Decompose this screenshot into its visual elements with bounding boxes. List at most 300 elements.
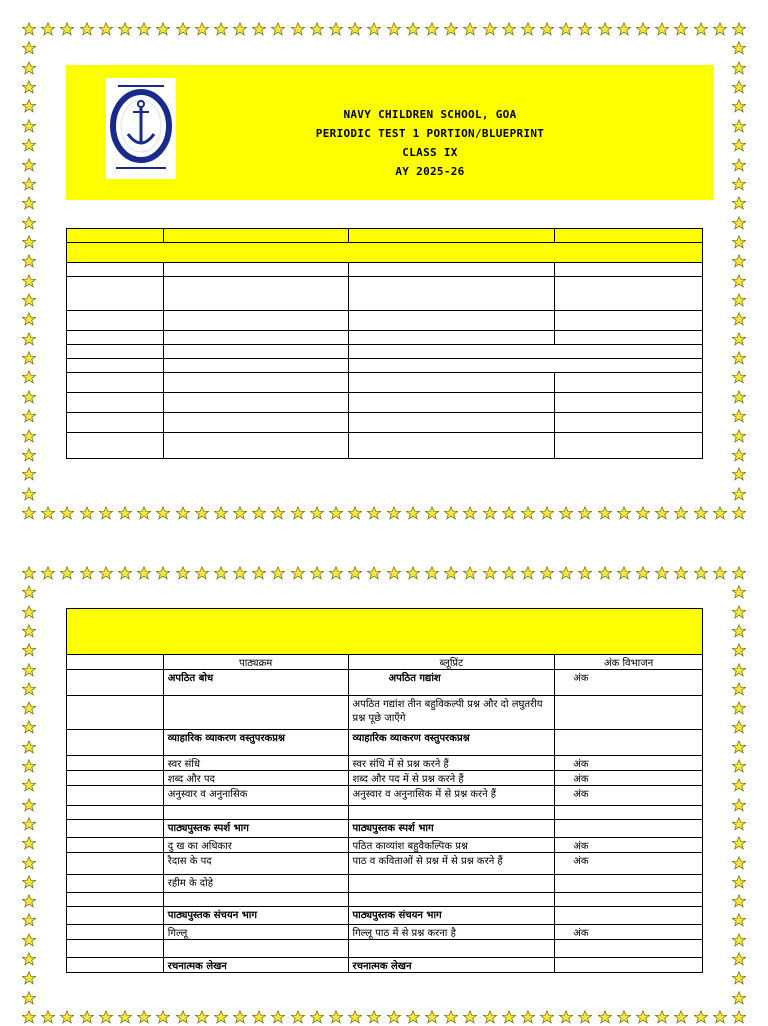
- star-icon: [598, 1010, 612, 1024]
- star-icon: [674, 1010, 688, 1024]
- star-icon: [713, 506, 727, 520]
- star-icon: [22, 952, 36, 966]
- table-row: [67, 907, 703, 925]
- marks-cell: अंक: [555, 670, 703, 696]
- star-icon: [732, 836, 746, 850]
- star-icon: [694, 566, 708, 580]
- blueprint-cell: अनुस्वार व अनुनासिक में से प्रश्न करने हैं: [348, 786, 555, 806]
- star-icon: [22, 138, 36, 152]
- star-icon: [80, 506, 94, 520]
- row-spacer-cell: [67, 820, 164, 838]
- star-icon: [732, 566, 746, 580]
- syllabus-cell: [163, 806, 348, 820]
- star-icon: [22, 798, 36, 812]
- syllabus-cell: पाठ्यपुस्तक संचयन भाग: [163, 907, 348, 925]
- star-icon: [367, 566, 381, 580]
- star-icon: [195, 566, 209, 580]
- blueprint-cell: अपठित गद्यांश: [348, 670, 555, 696]
- syllabus-cell: [163, 940, 348, 958]
- star-icon: [732, 778, 746, 792]
- star-icon: [156, 1010, 170, 1024]
- star-icon: [22, 894, 36, 908]
- star-icon: [271, 506, 285, 520]
- star-icon: [252, 22, 266, 36]
- star-icon: [41, 22, 55, 36]
- table-row: [67, 806, 703, 820]
- row-spacer-cell: [67, 838, 164, 853]
- star-icon: [540, 22, 554, 36]
- blueprint-cell: पठित काव्यांश बहुवैकल्पिक प्रश्न: [348, 838, 555, 853]
- star-icon: [22, 991, 36, 1005]
- star-icon: [732, 913, 746, 927]
- star-icon: [732, 720, 746, 734]
- star-icon: [674, 506, 688, 520]
- star-icon: [22, 448, 36, 462]
- star-icon: [425, 506, 439, 520]
- star-icon: [118, 506, 132, 520]
- blueprint-cell: गिल्लू पाठ में से प्रश्न करना है: [348, 925, 555, 940]
- star-icon: [118, 22, 132, 36]
- star-icon: [732, 390, 746, 404]
- star-icon: [233, 1010, 247, 1024]
- star-icon: [521, 1010, 535, 1024]
- blueprint-cell: अपठित गद्यांश तीन बहुविकल्पी प्रश्न और दो लघुतरीय प्रश्न पूछे जाएँगे: [348, 696, 555, 730]
- star-icon: [732, 605, 746, 619]
- star-icon: [348, 506, 362, 520]
- star-icon: [559, 1010, 573, 1024]
- marks-cell: अंक: [555, 756, 703, 771]
- star-icon: [22, 740, 36, 754]
- star-icon: [483, 566, 497, 580]
- star-icon: [99, 1010, 113, 1024]
- star-icon: [22, 99, 36, 113]
- blank-blueprint-table: [66, 228, 703, 459]
- star-icon: [22, 390, 36, 404]
- star-icon: [22, 585, 36, 599]
- header-marks: अंक विभाजन: [555, 655, 703, 670]
- table-row: [67, 359, 703, 373]
- syllabus-cell: [163, 696, 348, 730]
- star-icon: [598, 506, 612, 520]
- star-icon: [156, 22, 170, 36]
- star-icon: [732, 952, 746, 966]
- star-icon: [41, 566, 55, 580]
- star-icon: [617, 506, 631, 520]
- table-row: [67, 229, 703, 243]
- star-icon: [22, 254, 36, 268]
- syllabus-cell: दु ख का अधिकार: [163, 838, 348, 853]
- star-icon: [60, 506, 74, 520]
- star-icon: [559, 566, 573, 580]
- star-icon: [22, 177, 36, 191]
- star-icon: [176, 566, 190, 580]
- row-spacer-cell: [67, 670, 164, 696]
- star-icon: [22, 663, 36, 677]
- row-spacer-cell: [67, 696, 164, 730]
- star-icon: [22, 370, 36, 384]
- marks-cell: [555, 730, 703, 756]
- table-title-row: [67, 609, 703, 655]
- star-icon: [732, 99, 746, 113]
- star-icon: [99, 566, 113, 580]
- star-icon: [22, 682, 36, 696]
- table-row: [67, 875, 703, 893]
- star-icon: [578, 506, 592, 520]
- row-spacer-cell: [67, 893, 164, 907]
- star-icon: [732, 61, 746, 75]
- star-icon: [732, 448, 746, 462]
- table-row: [67, 670, 703, 696]
- star-icon: [310, 506, 324, 520]
- star-icon: [732, 701, 746, 715]
- star-icon: [578, 22, 592, 36]
- star-icon: [578, 566, 592, 580]
- star-icon: [329, 506, 343, 520]
- star-icon: [118, 1010, 132, 1024]
- star-icon: [156, 566, 170, 580]
- blueprint-cell: शब्द और पद में से प्रश्न करने हैं: [348, 771, 555, 786]
- class-label: CLASS IX: [402, 146, 458, 159]
- table-row: [67, 345, 703, 359]
- star-icon: [655, 566, 669, 580]
- table-row: [67, 696, 703, 730]
- star-icon: [348, 22, 362, 36]
- star-icon: [732, 274, 746, 288]
- table-row: [67, 958, 703, 973]
- blueprint-cell: स्वर संधि में से प्रश्न करने हैं: [348, 756, 555, 771]
- star-icon: [636, 566, 650, 580]
- table-row: [67, 373, 703, 393]
- star-icon: [80, 1010, 94, 1024]
- star-icon: [233, 22, 247, 36]
- marks-cell: [555, 820, 703, 838]
- star-icon: [291, 506, 305, 520]
- star-icon: [732, 585, 746, 599]
- star-icon: [732, 643, 746, 657]
- syllabus-cell: अनुस्वार व अनुनासिक: [163, 786, 348, 806]
- syllabus-cell: रचनात्मक लेखन: [163, 958, 348, 973]
- star-icon: [329, 22, 343, 36]
- marks-cell: [555, 907, 703, 925]
- header-blueprint: ब्लूप्रिंट: [348, 655, 555, 670]
- row-spacer-cell: [67, 958, 164, 973]
- star-icon: [463, 506, 477, 520]
- star-icon: [22, 605, 36, 619]
- star-icon: [156, 506, 170, 520]
- star-icon: [732, 351, 746, 365]
- star-icon: [348, 1010, 362, 1024]
- blueprint-cell: रचनात्मक लेखन: [348, 958, 555, 973]
- table-row: [67, 263, 703, 277]
- star-icon: [732, 216, 746, 230]
- star-icon: [214, 1010, 228, 1024]
- row-spacer-cell: [67, 756, 164, 771]
- star-icon: [732, 682, 746, 696]
- star-icon: [674, 566, 688, 580]
- marks-cell: [555, 875, 703, 893]
- marks-cell: अंक: [555, 771, 703, 786]
- row-spacer-cell: [67, 925, 164, 940]
- star-icon: [732, 740, 746, 754]
- star-icon: [137, 1010, 151, 1024]
- marks-cell: [555, 696, 703, 730]
- star-icon: [195, 22, 209, 36]
- star-icon: [655, 22, 669, 36]
- star-icon: [406, 506, 420, 520]
- star-icon: [694, 22, 708, 36]
- star-icon: [137, 506, 151, 520]
- star-icon: [195, 506, 209, 520]
- star-icon: [22, 836, 36, 850]
- star-icon: [329, 566, 343, 580]
- star-icon: [22, 196, 36, 210]
- table-row: [67, 393, 703, 413]
- star-icon: [22, 875, 36, 889]
- star-icon: [22, 701, 36, 715]
- table-row: [67, 771, 703, 786]
- star-icon: [732, 409, 746, 423]
- star-icon: [348, 566, 362, 580]
- star-icon: [22, 506, 36, 520]
- table-row: [67, 925, 703, 940]
- star-icon: [22, 429, 36, 443]
- star-icon: [732, 856, 746, 870]
- star-icon: [732, 487, 746, 501]
- star-icon: [22, 61, 36, 75]
- star-icon: [387, 566, 401, 580]
- star-icon: [291, 1010, 305, 1024]
- star-icon: [732, 933, 746, 947]
- star-icon: [463, 566, 477, 580]
- star-icon: [444, 1010, 458, 1024]
- marks-cell: अंक: [555, 786, 703, 806]
- table-row: [67, 433, 703, 459]
- star-icon: [713, 566, 727, 580]
- star-icon: [137, 566, 151, 580]
- star-icon: [271, 1010, 285, 1024]
- star-icon: [732, 1010, 746, 1024]
- star-icon: [559, 22, 573, 36]
- star-icon: [41, 1010, 55, 1024]
- row-spacer-cell: [67, 940, 164, 958]
- table-row: [67, 413, 703, 433]
- star-icon: [137, 22, 151, 36]
- star-icon: [329, 1010, 343, 1024]
- star-icon: [732, 370, 746, 384]
- star-icon: [41, 506, 55, 520]
- star-icon: [540, 506, 554, 520]
- table-row: [67, 893, 703, 907]
- star-icon: [271, 22, 285, 36]
- star-icon: [22, 41, 36, 55]
- star-icon: [60, 1010, 74, 1024]
- star-icon: [22, 119, 36, 133]
- header-banner: [66, 65, 714, 200]
- star-icon: [22, 643, 36, 657]
- star-icon: [732, 235, 746, 249]
- star-icon: [22, 487, 36, 501]
- syllabus-cell: गिल्लू: [163, 925, 348, 940]
- row-spacer-cell: [67, 730, 164, 756]
- star-icon: [406, 1010, 420, 1024]
- star-icon: [732, 759, 746, 773]
- marks-cell: अंक: [555, 838, 703, 853]
- syllabus-cell: रैदास के पद: [163, 853, 348, 875]
- star-icon: [463, 1010, 477, 1024]
- syllabus-cell: रहीम के दोहे: [163, 875, 348, 893]
- star-icon: [483, 1010, 497, 1024]
- star-icon: [655, 506, 669, 520]
- star-icon: [387, 506, 401, 520]
- star-icon: [22, 312, 36, 326]
- star-icon: [732, 798, 746, 812]
- star-icon: [22, 274, 36, 288]
- star-icon: [444, 566, 458, 580]
- star-icon: [713, 22, 727, 36]
- blueprint-cell: पाठ्यपुस्तक संचयन भाग: [348, 907, 555, 925]
- star-icon: [732, 332, 746, 346]
- star-icon: [176, 506, 190, 520]
- star-icon: [22, 158, 36, 172]
- star-icon: [367, 1010, 381, 1024]
- table-row: [67, 940, 703, 958]
- star-icon: [22, 332, 36, 346]
- star-icon: [559, 506, 573, 520]
- row-spacer-cell: [67, 853, 164, 875]
- star-icon: [99, 22, 113, 36]
- table-row: [67, 730, 703, 756]
- marks-cell: [555, 958, 703, 973]
- table-row: [67, 853, 703, 875]
- star-icon: [732, 119, 746, 133]
- row-spacer-cell: [67, 786, 164, 806]
- star-icon: [636, 1010, 650, 1024]
- star-icon: [22, 80, 36, 94]
- blueprint-cell: [348, 806, 555, 820]
- star-icon: [22, 216, 36, 230]
- star-icon: [732, 991, 746, 1005]
- star-icon: [22, 351, 36, 365]
- row-spacer-cell: [67, 875, 164, 893]
- star-icon: [540, 1010, 554, 1024]
- star-icon: [22, 759, 36, 773]
- star-icon: [732, 894, 746, 908]
- marks-cell: अंक: [555, 925, 703, 940]
- star-icon: [387, 1010, 401, 1024]
- blueprint-cell: [348, 875, 555, 893]
- star-icon: [521, 566, 535, 580]
- marks-cell: [555, 893, 703, 907]
- star-icon: [732, 177, 746, 191]
- star-icon: [598, 566, 612, 580]
- star-icon: [406, 22, 420, 36]
- table-row: [67, 277, 703, 311]
- row-spacer-cell: [67, 771, 164, 786]
- star-icon: [732, 80, 746, 94]
- marks-cell: अंक: [555, 853, 703, 875]
- star-icon: [387, 22, 401, 36]
- star-icon: [540, 566, 554, 580]
- star-icon: [22, 856, 36, 870]
- star-icon: [22, 409, 36, 423]
- table-row: [67, 331, 703, 345]
- star-icon: [214, 506, 228, 520]
- star-icon: [80, 22, 94, 36]
- star-icon: [60, 22, 74, 36]
- star-icon: [310, 22, 324, 36]
- star-icon: [732, 312, 746, 326]
- star-icon: [732, 41, 746, 55]
- star-icon: [502, 22, 516, 36]
- syllabus-cell: व्याहारिक व्याकरण वस्तुपरकप्रश्न: [163, 730, 348, 756]
- blueprint-cell: [348, 893, 555, 907]
- star-icon: [732, 817, 746, 831]
- syllabus-cell: अपठित बोध: [163, 670, 348, 696]
- syllabus-cell: [163, 893, 348, 907]
- star-icon: [22, 624, 36, 638]
- blueprint-cell: [348, 940, 555, 958]
- table-header-row: [67, 655, 703, 670]
- star-icon: [694, 506, 708, 520]
- star-icon: [732, 158, 746, 172]
- row-spacer-cell: [67, 806, 164, 820]
- star-icon: [252, 566, 266, 580]
- star-icon: [80, 566, 94, 580]
- star-icon: [617, 566, 631, 580]
- star-icon: [425, 22, 439, 36]
- star-icon: [502, 1010, 516, 1024]
- star-icon: [732, 138, 746, 152]
- star-icon: [732, 196, 746, 210]
- marks-cell: [555, 940, 703, 958]
- star-icon: [444, 506, 458, 520]
- star-icon: [22, 778, 36, 792]
- star-icon: [60, 566, 74, 580]
- syllabus-cell: पाठ्यपुस्तक स्पर्श भाग: [163, 820, 348, 838]
- star-icon: [463, 22, 477, 36]
- marks-cell: [555, 806, 703, 820]
- hindi-blueprint-table: [66, 608, 703, 973]
- star-icon: [483, 22, 497, 36]
- star-icon: [732, 254, 746, 268]
- star-icon: [521, 22, 535, 36]
- star-icon: [310, 566, 324, 580]
- star-icon: [176, 22, 190, 36]
- star-icon: [233, 566, 247, 580]
- star-icon: [444, 22, 458, 36]
- star-icon: [22, 913, 36, 927]
- star-icon: [617, 22, 631, 36]
- table-row: [67, 838, 703, 853]
- star-icon: [367, 506, 381, 520]
- academic-year: AY 2025-26: [395, 165, 465, 178]
- syllabus-cell: स्वर संधि: [163, 756, 348, 771]
- star-icon: [22, 293, 36, 307]
- table-row: [67, 311, 703, 331]
- star-icon: [233, 506, 247, 520]
- star-icon: [252, 506, 266, 520]
- star-icon: [521, 506, 535, 520]
- star-icon: [732, 875, 746, 889]
- star-icon: [310, 1010, 324, 1024]
- blueprint-cell: पाठ्यपुस्तक स्पर्श भाग: [348, 820, 555, 838]
- star-icon: [425, 566, 439, 580]
- star-icon: [22, 1010, 36, 1024]
- star-icon: [22, 235, 36, 249]
- star-icon: [732, 663, 746, 677]
- star-icon: [732, 429, 746, 443]
- star-icon: [578, 1010, 592, 1024]
